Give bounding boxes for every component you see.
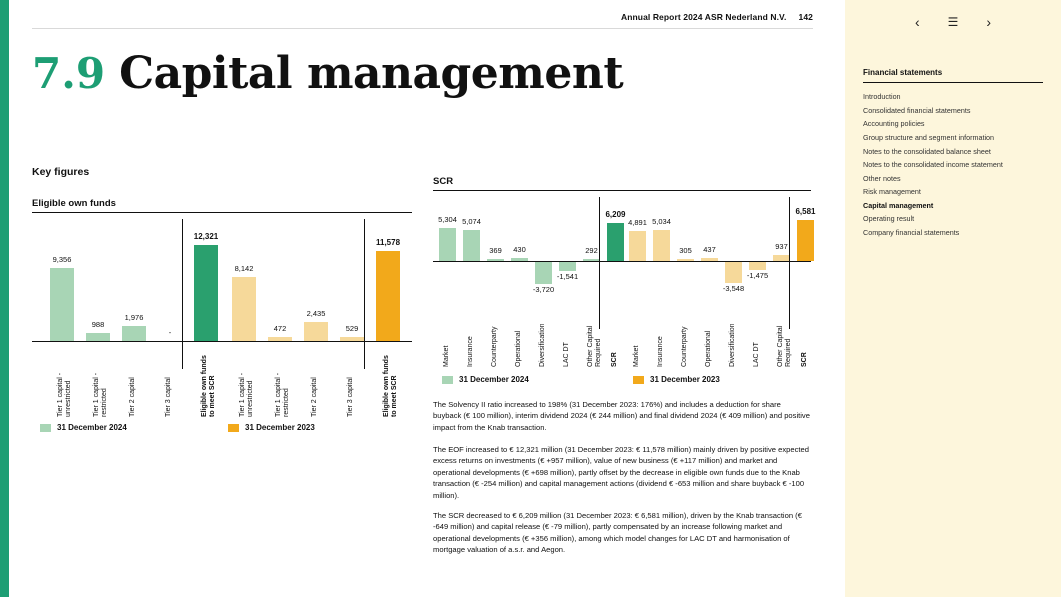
- chart-title-eof: Eligible own funds: [32, 198, 116, 209]
- bar-column: [86, 320, 110, 341]
- category-label: Operational: [514, 330, 522, 367]
- bar-rect: [376, 251, 400, 341]
- category-label: Other Capital Required: [776, 325, 792, 367]
- bar-column: [532, 261, 555, 295]
- category-label: Insurance: [656, 336, 664, 367]
- bar-column: [722, 261, 745, 293]
- bar-value-label: -3,720: [532, 285, 555, 295]
- sidebar-item-group-structure-and-segment-information[interactable]: Group structure and segment information: [863, 132, 995, 142]
- bar-value-label: -1,541: [556, 271, 579, 281]
- key-figures-heading: Key figures: [32, 166, 90, 178]
- sidebar-item-capital-management[interactable]: Capital management: [863, 200, 934, 210]
- chart-title-scr: SCR: [433, 176, 454, 187]
- sidebar-item-notes-to-the-consolidated-balance-sheet[interactable]: Notes to the consolidated balance sheet: [863, 146, 991, 156]
- bar-column: [746, 261, 769, 281]
- bar-value-label: 472: [273, 324, 287, 334]
- bar-column: [304, 309, 328, 341]
- legend-scr-2023: [633, 375, 720, 384]
- legend-eof-2023: [228, 423, 315, 432]
- page-number: 142: [798, 12, 813, 22]
- category-label: Insurance: [466, 336, 474, 367]
- bar-value-label: 11,578: [375, 237, 401, 247]
- bar-rect: [749, 261, 766, 270]
- category-label: SCR: [800, 352, 808, 367]
- bar-rect: [653, 230, 670, 261]
- sidebar-heading: Financial statements: [863, 68, 943, 77]
- legend-swatch-green: [442, 376, 453, 384]
- bar-value-label: 1,976: [124, 312, 144, 322]
- category-label: Tier 2 capital: [311, 377, 318, 417]
- category-label: Market: [442, 345, 450, 367]
- sidebar-item-operating-result[interactable]: Operating result: [863, 214, 915, 224]
- sidebar-item-list: [863, 90, 1047, 239]
- category-label: Eligible own funds to meet SCR: [201, 355, 216, 417]
- bar-column: [375, 237, 401, 341]
- legend-label-2023: 31 December 2023: [650, 375, 720, 384]
- sidebar-nav: [845, 8, 1061, 36]
- bar-value-label: 5,034: [652, 216, 671, 226]
- bar-column: [50, 255, 74, 341]
- category-labels-eof: [32, 349, 412, 419]
- category-label: Tier 1 capital - unrestricted: [57, 372, 72, 417]
- plot-area-eof: [32, 219, 412, 349]
- bar-rect: [439, 228, 456, 261]
- hamburger-menu-icon[interactable]: ☰: [947, 15, 959, 29]
- paragraph-solvency-ratio: The Solvency II ratio increased to 198% (31 December 2023: 176%) and includes a deduction for share buyback (€ 100 million), interim dividend 2024 (€ 244 million) and final dividend 2024 (€ 409 million) and positive impact from the Knab transaction.: [433, 400, 810, 432]
- separator-line: [182, 219, 183, 369]
- sidebar-item-other-notes[interactable]: Other notes: [863, 173, 901, 183]
- bar-value-label: 9,356: [52, 255, 72, 265]
- section-number: 7.9: [32, 49, 106, 98]
- category-label: Eligible own funds to meet SCR: [383, 355, 398, 417]
- bar-value-label: -1,475: [746, 271, 769, 281]
- bar-rect: [535, 261, 552, 284]
- category-label: Tier 3 capital: [165, 377, 172, 417]
- axis-baseline: [32, 341, 412, 342]
- header-divider: [32, 28, 813, 29]
- legend-eof-2024: [40, 423, 127, 432]
- bar-value-label: 5,304: [438, 215, 457, 225]
- category-labels-scr: [433, 297, 811, 369]
- bar-value-label: 12,321: [193, 231, 219, 241]
- category-label: Counterparty: [680, 326, 688, 367]
- category-label: Diversification: [538, 323, 546, 367]
- section-title: Capital management: [119, 48, 624, 99]
- category-label: Counterparty: [490, 326, 498, 367]
- bar-value-label: 529: [345, 323, 359, 333]
- category-label: Tier 2 capital: [129, 377, 136, 417]
- separator-line: [364, 219, 365, 369]
- bar-column: [232, 264, 256, 341]
- bar-value-label: -: [168, 328, 172, 337]
- bar-rect: [86, 333, 110, 341]
- bar-value-label: 437: [703, 245, 716, 255]
- chevron-left-icon[interactable]: ‹: [914, 14, 920, 30]
- chart-eligible-own-funds: [32, 198, 412, 441]
- plot-area-scr: [433, 197, 816, 297]
- bar-value-label: -3,548: [722, 283, 745, 293]
- bar-column: [193, 231, 219, 341]
- bar-rect: [559, 261, 576, 271]
- bar-value-label: 6,581: [795, 207, 816, 217]
- bar-rect: [797, 220, 814, 261]
- chart-scr: [433, 176, 816, 393]
- sidebar-item-consolidated-financial-statements[interactable]: Consolidated financial statements: [863, 105, 971, 115]
- category-label: Tier 1 capital - restricted: [275, 372, 290, 417]
- bar-rect: [50, 268, 74, 341]
- bar-value-label: 305: [679, 246, 692, 255]
- bar-rect: [232, 277, 256, 341]
- bar-rect: [629, 231, 646, 261]
- bar-rect: [194, 245, 218, 341]
- legend-swatch-orange: [228, 424, 239, 432]
- page-header: [621, 12, 813, 22]
- bar-value-label: 4,891: [628, 217, 647, 227]
- paragraph-eof: The EOF increased to € 12,321 million (31 December 2023: € 11,578 million) mainly driven by positive expected excess returns on investments (€ +957 million), value of new business (€ +117 million) and market and operational developments (€ +698 million), partly offset by the decrease in eligible own funds due to the Knab transaction (€ -254 million) and capital management actions (dividend € -653 million and share buyback € -100 million).: [433, 445, 809, 500]
- sidebar: [845, 0, 1061, 597]
- bar-value-label: 2,435: [306, 309, 326, 318]
- bar-rect: [122, 326, 146, 341]
- bar-value-label: 8,142: [234, 264, 254, 274]
- bar-column: [795, 207, 816, 261]
- legend-swatch-orange: [633, 376, 644, 384]
- bar-column: [462, 216, 481, 261]
- chart-rule-scr: [433, 190, 811, 191]
- legend-scr-2024: [442, 375, 529, 384]
- chart-rule-eof: [32, 212, 412, 213]
- bar-column: [122, 312, 146, 341]
- sidebar-item-risk-management[interactable]: Risk management: [863, 187, 921, 197]
- page-accent-bar: [0, 0, 9, 597]
- bar-value-label: 430: [513, 245, 526, 255]
- bar-value-label: 988: [91, 320, 105, 330]
- sidebar-item-notes-to-the-consolidated-income-statement[interactable]: Notes to the consolidated income statement: [863, 160, 1003, 170]
- category-label: Other Capital Required: [586, 325, 602, 367]
- bar-rect: [304, 322, 328, 341]
- page-header-title: Annual Report 2024 ASR Nederland N.V.: [620, 12, 787, 22]
- category-label: LAC DT: [562, 342, 570, 367]
- sidebar-item-accounting-policies[interactable]: Accounting policies: [863, 119, 925, 129]
- sidebar-heading-divider: [863, 82, 1043, 83]
- bar-value-label: 937: [775, 242, 788, 252]
- sidebar-item-introduction[interactable]: Introduction: [863, 92, 901, 102]
- category-label: Operational: [704, 330, 712, 367]
- bar-value-label: 5,074: [462, 216, 481, 226]
- bar-column: [628, 217, 647, 261]
- legend-swatch-green: [40, 424, 51, 432]
- category-label: Tier 1 capital - restricted: [93, 372, 108, 417]
- bar-value-label: 292: [585, 246, 598, 255]
- category-label: Tier 3 capital: [347, 377, 354, 417]
- bar-rect: [463, 230, 480, 261]
- axis-baseline: [433, 261, 811, 262]
- legend-label-2024: 31 December 2024: [459, 375, 529, 384]
- legend-label-2024: 31 December 2024: [57, 423, 127, 432]
- bar-value-label: 369: [489, 245, 502, 255]
- bar-rect: [607, 223, 624, 261]
- bar-column: [652, 216, 671, 261]
- paragraph-scr: The SCR decreased to € 6,209 million (31 December 2023: € 6,581 million), driven by the Knab transaction (€ -649 million) and capital release (€ -79 million), partly compensated by an increase following market and operational developments (€ +356 million), among which model changes for LAC DT and harmonisation of mortgage valuation of a.s.r. and Aegon.: [433, 511, 802, 555]
- chevron-right-icon[interactable]: ›: [986, 14, 992, 30]
- bar-column: [438, 215, 457, 261]
- bar-rect: [725, 261, 742, 283]
- category-label: Tier 1 capital - unrestricted: [239, 372, 254, 417]
- category-label: Diversification: [728, 323, 736, 367]
- category-label: LAC DT: [752, 342, 760, 367]
- bar-column: [556, 261, 579, 281]
- page-title: [32, 48, 624, 99]
- sidebar-item-company-financial-statements[interactable]: Company financial statements: [863, 227, 960, 237]
- bar-column: [605, 209, 626, 261]
- category-label: Market: [632, 345, 640, 367]
- bar-value-label: 6,209: [605, 209, 626, 219]
- category-label: SCR: [610, 352, 618, 367]
- legend-label-2023: 31 December 2023: [245, 423, 315, 432]
